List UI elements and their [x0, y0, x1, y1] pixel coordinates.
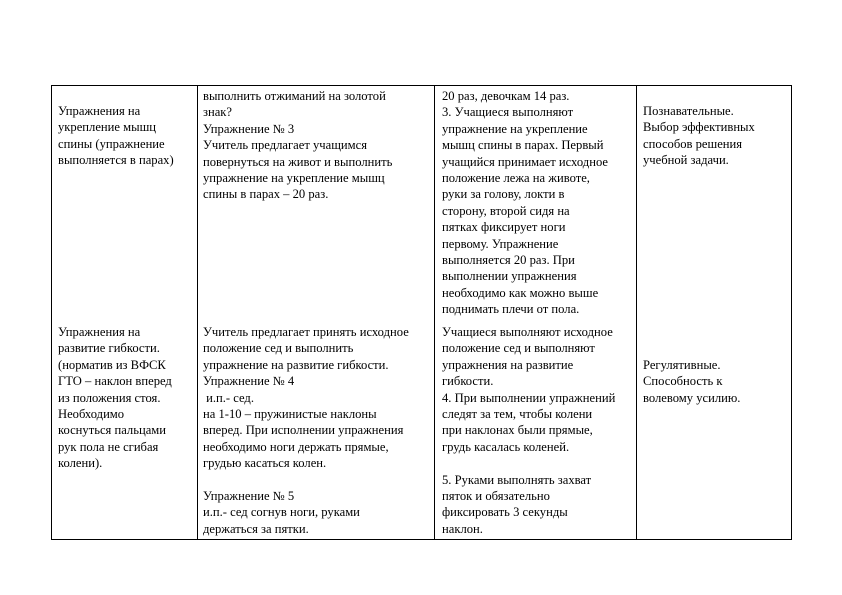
text-line: колени). — [58, 456, 103, 471]
text-line: грудь касалась коленей. — [442, 439, 570, 454]
column-divider — [434, 86, 435, 539]
text-line: 5. Руками выполнять захват — [442, 472, 592, 487]
text-line: необходимо ноги держать прямые, — [203, 439, 389, 454]
text-line: коснуться пальцами — [58, 423, 166, 438]
text-line: 20 раз, девочкам 14 раз. — [442, 89, 570, 103]
exercise-name-flexibility — [58, 324, 172, 472]
text-line: Упражнение № 4 — [203, 374, 295, 389]
text-line: упражнение на развитие гибкости. — [203, 357, 389, 372]
teacher-actions-flexibility — [203, 324, 409, 537]
text-line — [442, 455, 615, 471]
text-line: ГТО – наклон вперед — [58, 374, 172, 389]
text-line: Упражнения на — [58, 104, 141, 118]
text-line: выполнении упражнения — [442, 269, 577, 284]
text-line: спины (упражнение — [58, 136, 165, 151]
text-line: (норматив из ВФСК — [58, 357, 166, 372]
column-divider — [197, 86, 198, 539]
text-line: повернуться на живот и выполнить — [203, 154, 393, 169]
text-line: наклон. — [442, 521, 483, 536]
text-line: пяток и обязательно — [442, 488, 550, 503]
text-line: волевому усилию. — [643, 390, 741, 405]
text-line: упражнения на развитие — [442, 357, 574, 372]
student-actions-flexibility — [442, 324, 615, 537]
text-line: Упражнения на — [58, 325, 141, 339]
text-line: мышц спины в парах. Первый — [442, 138, 604, 153]
text-line: и.п.- сед. — [203, 390, 254, 405]
text-line: способов решения — [643, 136, 743, 151]
text-line: спины в парах – 20 раз. — [203, 187, 329, 202]
text-line: выполняется в парах) — [58, 153, 174, 168]
text-line: выполняется 20 раз. При — [442, 252, 575, 267]
text-line: рук пола не сгибая — [58, 439, 159, 454]
text-line: первому. Упражнение — [442, 236, 559, 251]
text-line: руки за голову, локти в — [442, 187, 565, 202]
text-line: Упражнение № 3 — [203, 121, 295, 136]
uud-cognitive — [643, 103, 755, 169]
text-line: Учитель предлагает принять исходное — [203, 325, 409, 339]
text-line: сторону, второй сидя на — [442, 203, 570, 218]
text-line: при наклонах были прямые, — [442, 423, 593, 438]
text-line: положение сед и выполнить — [203, 341, 354, 356]
text-line: Познавательные. — [643, 104, 734, 118]
text-line: Упражнение № 5 — [203, 488, 295, 503]
lesson-table — [51, 85, 792, 540]
column-divider — [636, 86, 637, 539]
text-line: вперед. При исполнении упражнения — [203, 423, 404, 438]
text-line: знак? — [203, 105, 233, 120]
text-line: грудью касаться колен. — [203, 456, 327, 471]
text-line: Выбор эффективных — [643, 120, 755, 135]
text-line: укрепление мышц — [58, 120, 157, 135]
text-line: выполнить отжиманий на золотой — [203, 89, 386, 103]
text-line: 3. Учащиеся выполняют — [442, 105, 574, 120]
uud-regulatory — [643, 357, 740, 406]
teacher-actions-back — [203, 88, 392, 203]
text-line: поднимать плечи от пола. — [442, 302, 580, 317]
text-line: фиксировать 3 секунды — [442, 505, 568, 520]
text-line: Необходимо — [58, 406, 125, 421]
text-line: Способность к — [643, 374, 723, 389]
text-line: на 1-10 – пружинистые наклоны — [203, 406, 377, 421]
text-line: учебной задачи. — [643, 153, 729, 168]
text-line: необходимо как можно выше — [442, 285, 599, 300]
exercise-name-back — [58, 103, 174, 169]
text-line: пятках фиксирует ноги — [442, 220, 566, 235]
text-line: Регулятивные. — [643, 358, 721, 372]
text-line: гибкости. — [442, 374, 494, 389]
student-actions-back — [442, 88, 608, 317]
text-line: упражнение на укрепление мышц — [203, 170, 385, 185]
text-line: учащийся принимает исходное — [442, 154, 608, 169]
text-line: положение лежа на животе, — [442, 170, 590, 185]
text-line: и.п.- сед согнув ноги, руками — [203, 505, 360, 520]
text-line — [203, 472, 409, 488]
text-line: 4. При выполнении упражнений — [442, 390, 616, 405]
text-line: держаться за пятки. — [203, 521, 309, 536]
text-line: развитие гибкости. — [58, 341, 160, 356]
text-line: из положения стоя. — [58, 390, 161, 405]
text-line: Учащиеся выполняют исходное — [442, 325, 613, 339]
text-line: положение сед и выполняют — [442, 341, 595, 356]
text-line: Учитель предлагает учащимся — [203, 138, 368, 153]
text-line: упражнение на укрепление — [442, 121, 588, 136]
text-line: следят за тем, чтобы колени — [442, 406, 593, 421]
